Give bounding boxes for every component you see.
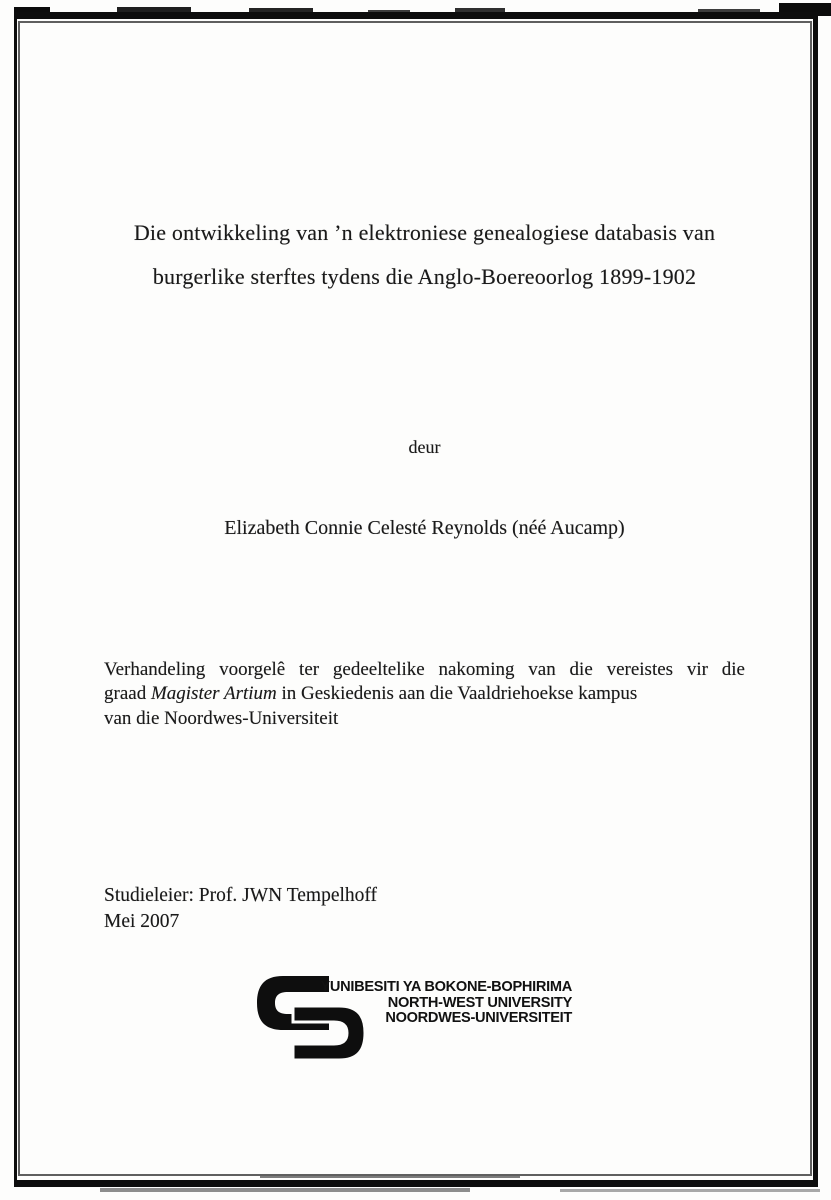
supervisor-block xyxy=(104,883,745,934)
statement-line-3: van die Noordwes-Universiteit xyxy=(104,707,339,729)
degree-name: Magister Artium xyxy=(150,683,277,705)
statement-line-2 xyxy=(104,682,745,706)
statement-line-1: Verhandeling voorgelê ter gedeeltelike nakoming van die vereistes vir die xyxy=(104,659,745,680)
logo-line-afrikaans: NOORDWES-UNIVERSITEIT xyxy=(385,1010,572,1027)
thesis-title-line-2: burgerlike sterftes tydens die Anglo-Boereoorlog 1899-1902 xyxy=(152,264,697,289)
date-line: Mei 2007 xyxy=(104,910,180,932)
submission-statement xyxy=(104,658,745,731)
byline: deur xyxy=(408,437,441,457)
logo-line-setswana: YUNIBESITI YA BOKONE-BOPHIRIMA xyxy=(320,979,572,995)
supervisor-line: Studieleier: Prof. JWN Tempelhoff xyxy=(104,885,378,906)
thesis-title-line-1: Die ontwikkeling van ’n elektroniese genealogiese databasis van xyxy=(133,220,716,245)
logo-line-english: NORTH-WEST UNIVERSITY xyxy=(387,994,572,1011)
statement-line-2-suffix: in Geskiedenis aan die Vaaldriehoekse kampus xyxy=(276,683,638,705)
author-name: Elizabeth Connie Celesté Reynolds (néé Aucamp) xyxy=(224,517,625,539)
scan-artifact xyxy=(560,1189,820,1192)
nwu-logo-wordmark xyxy=(316,980,572,1027)
thesis-title xyxy=(104,211,745,299)
scan-artifact xyxy=(100,1188,470,1192)
statement-line-2-prefix: graad xyxy=(104,683,151,705)
